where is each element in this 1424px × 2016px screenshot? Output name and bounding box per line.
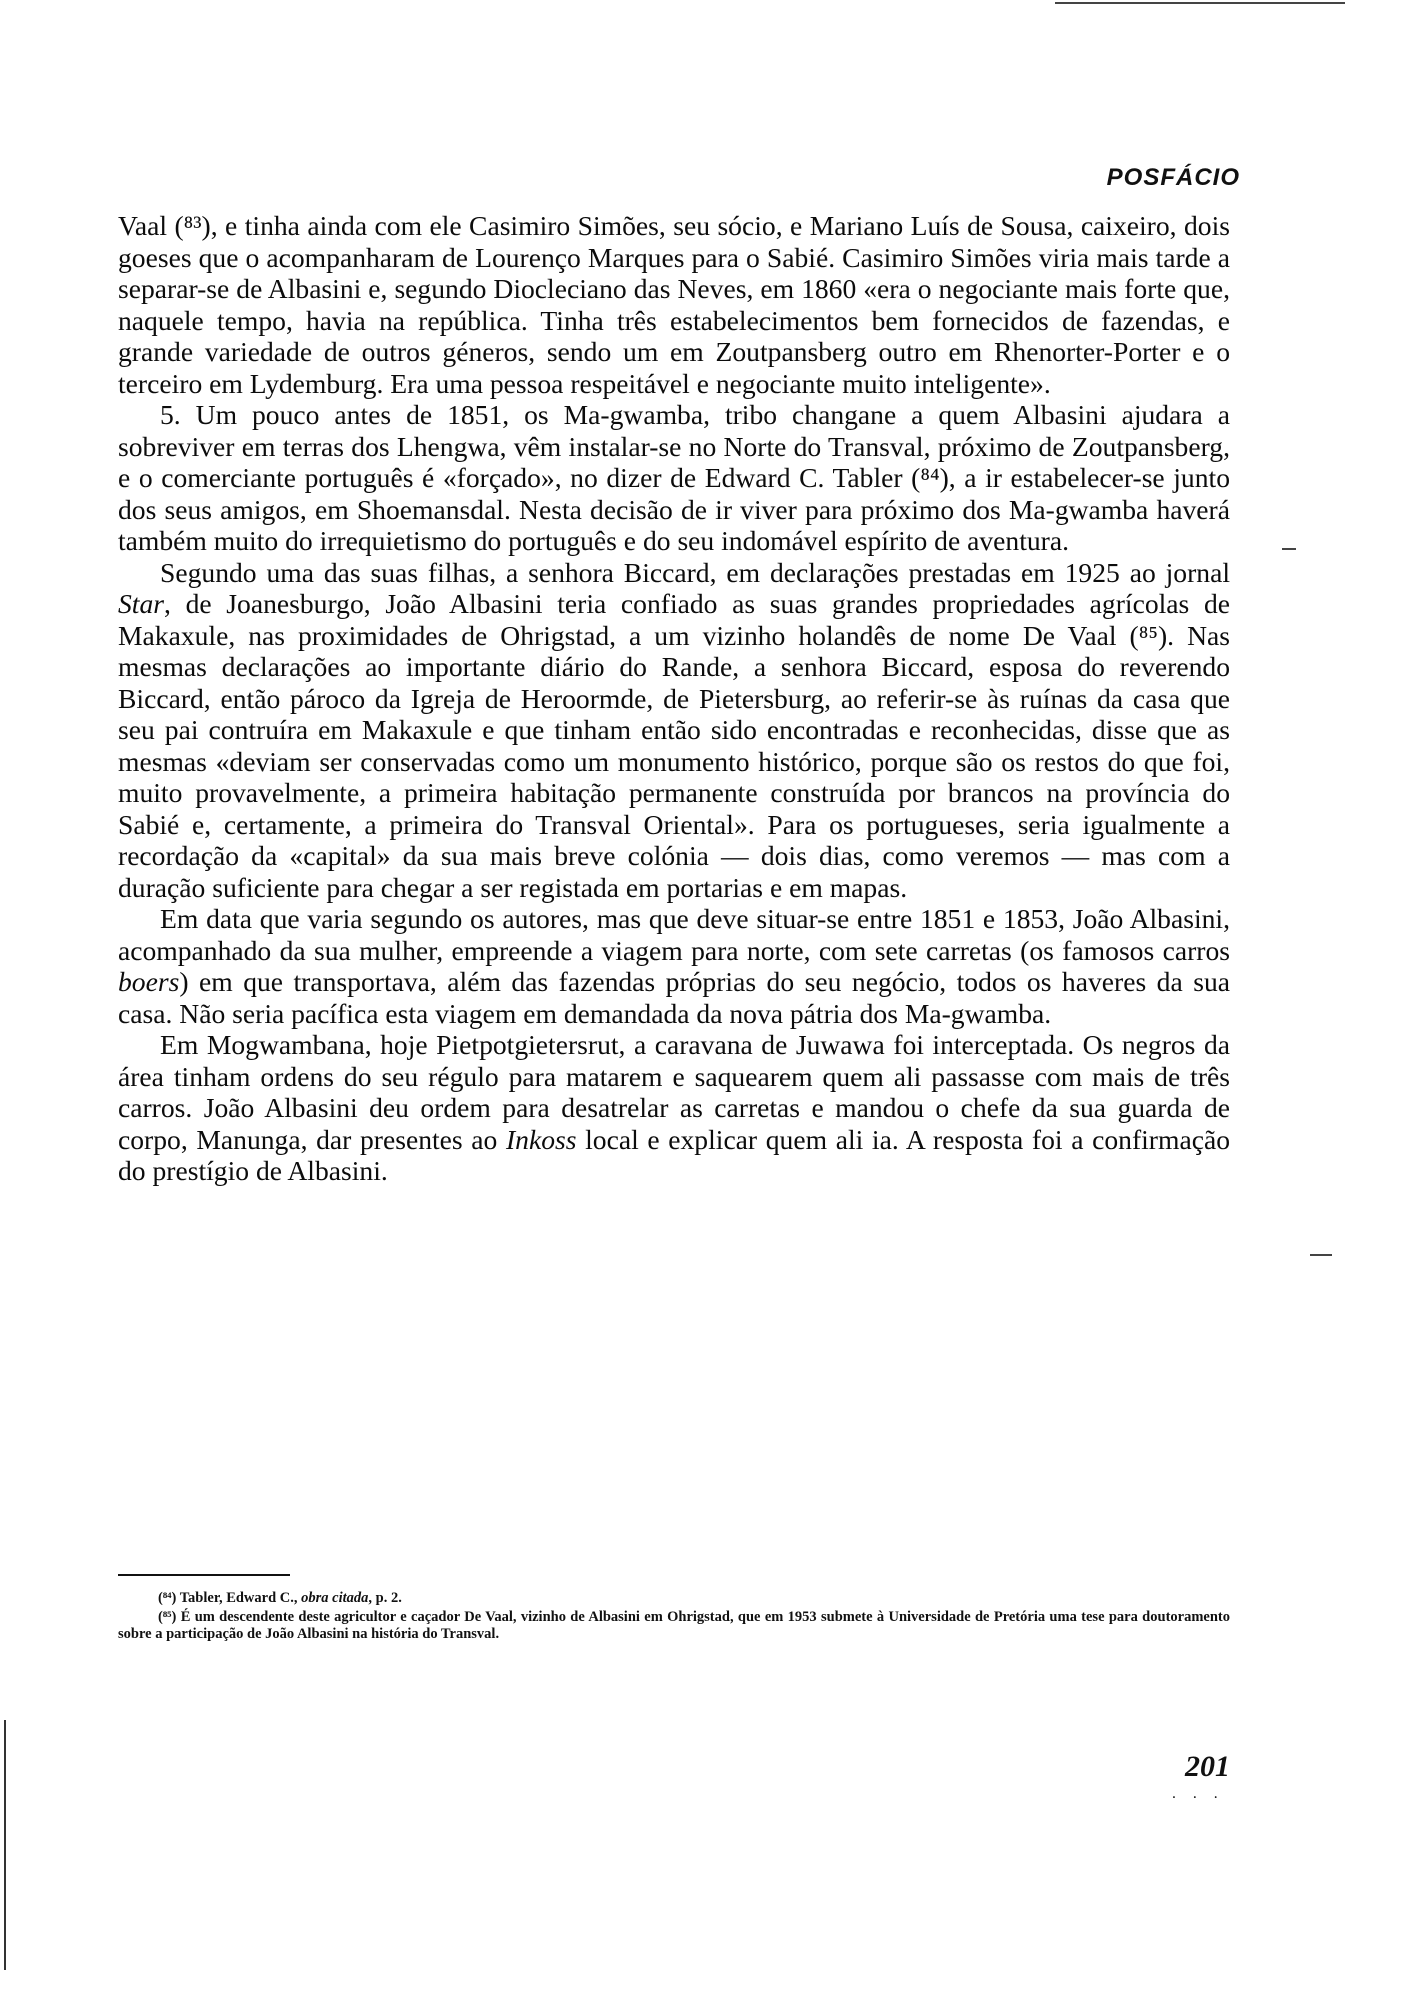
paragraph: Vaal (⁸³), e tinha ainda com ele Casimiro Simões, seu sócio, e Mariano Luís de Sousa, caixeiro, dois goeses que o acompanharam de Lourenço Marques para o Sabié. Casimiro Simões viria mais tarde a separar-se de Albasini e, segundo Diocleciano das Neves, em 1860 «era o negociante mais forte que, naquele tempo, havia na república. Tinha três estabelecimentos bem fornecidos de fazendas, e grande variedade de outros géneros, sendo um em Zoutpansberg outro em Rhenorter-Porter e o terceiro em Lydemburg. Era uma pessoa respeitável e negociante muito inteligente». (118, 210, 1230, 399)
newspaper-name: Star (118, 588, 164, 619)
footnote: (⁸⁵) É um descendente deste agricultor e caçador De Vaal, vizinho de Albasini em Ohrigstad, que em 1953 submete à Universidade de Pretória uma tese para doutoramento sobre a participação de João Albasini na história do Transval. (118, 1609, 1230, 1642)
scan-edge-mark (4, 1720, 6, 1970)
paragraph-text: local e explicar quem ali ia. A resposta foi a confirmação do prestígio de Albasini. (118, 1123, 1230, 1186)
margin-mark (1310, 1254, 1332, 1256)
italic-term: Inkoss (505, 1123, 577, 1155)
paragraph-text: Segundo uma das suas filhas, a senhora Biccard, em declarações prestadas em 1925 ao jornal (160, 556, 1230, 588)
footnote (118, 1590, 1230, 1607)
paragraph-text: ) em que transportava, além das fazendas próprias do seu negócio, todos os haveres da sua casa. Não seria pacífica esta viagem em demandada da nova pátria dos Ma-gwamba. (118, 966, 1230, 1029)
italic-term: boers (118, 966, 180, 997)
paragraph-text: , de Joanesburgo, João Albasini teria confiado as suas grandes propriedades agrícolas de Makaxule, nas proximidades de Ohrigstad, a um vizinho holandês de nome De Vaal (⁸⁵). Nas mesmas declarações ao importante diário do Rande, a senhora Biccard, esposa do reverendo Biccard, então pároco da Igreja de Heroormde, de Pietersburg, ao referir-se às ruínas da casa que seu pai contruíra em Makaxule e que tinham então sido encontradas e reconhecidas, disse que as mesmas «deviam ser conservadas como um monumento histórico, porque são os restos do que foi, muito provavelmente, a primeira habitação permanente construída por brancos na província do Sabié e, certamente, a primeira do Transval Oriental». Para os portugueses, seria igualmente a recordação da «capital» da sua mais breve colónia — dois dias, como veremos — mas com a duração suficiente para chegar a ser registada em portarias e em mapas. (118, 588, 1230, 903)
paragraph-text: Em data que varia segundo os autores, mas que deve situar-se entre 1851 e 1853, João Albasini, acompanhado da sua mulher, empreende a viagem para norte, com sete carretas (os famosos carros (118, 903, 1230, 966)
running-header: POSFÁCIO (1106, 164, 1240, 191)
footnote-rule (118, 1574, 290, 1576)
paragraph (118, 903, 1230, 1029)
paragraph (118, 557, 1230, 904)
footnote-text: , p. 2. (368, 1590, 402, 1606)
body-text (118, 210, 1230, 1187)
paragraph: 5. Um pouco antes de 1851, os Ma-gwamba, tribo changane a quem Albasini ajudara a sobreviver em terras dos Lhengwa, vêm instalar-se no Norte do Transval, próximo de Zoutpansberg, e o comerciante português é «forçado», no dizer de Edward C. Tabler (⁸⁴), a ir estabelecer-se junto dos seus amigos, em Shoemansdal. Nesta decisão de ir viver para próximo dos Ma-gwamba haverá também muito do irrequietismo do português e do seu indomável espírito de aventura. (118, 399, 1230, 556)
page-number: 201 (1185, 1750, 1230, 1783)
footnote-text: (⁸⁴) Tabler, Edward C., (158, 1590, 302, 1606)
scan-edge-line (1055, 2, 1345, 4)
paragraph-text: Em Mogwambana, hoje Pietpotgietersrut, a caravana de Juwawa foi interceptada. Os negros da área tinham ordens do seu régulo para matarem e saquearem quem ali passasse com mais de três carros. João Albasini deu ordem para desatrelar as carretas e mandou o chefe da sua guarda de corpo, Manunga, dar presentes ao (118, 1029, 1230, 1155)
margin-mark (1282, 548, 1296, 550)
page-dots: · · · (1171, 1790, 1224, 1806)
paragraph (118, 1029, 1230, 1187)
footnotes (118, 1590, 1230, 1645)
footnote-italic: obra citada (301, 1590, 369, 1606)
